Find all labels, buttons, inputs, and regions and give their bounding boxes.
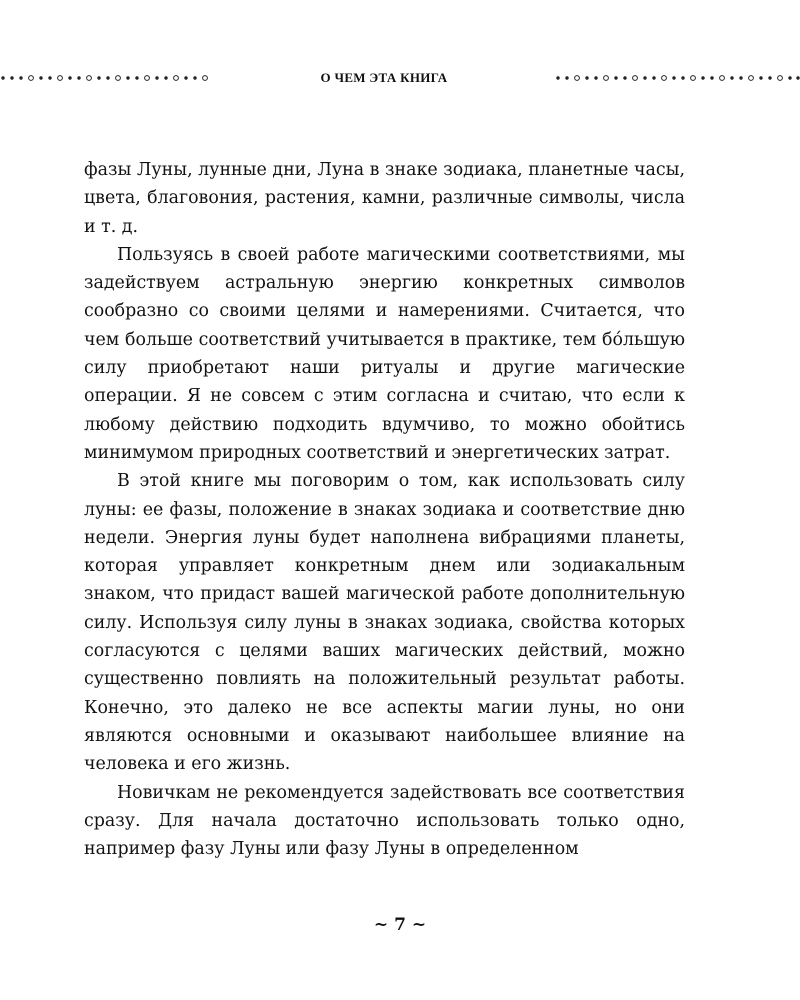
paragraph: Новичкам не рекомендуется задействовать все соответствия сразу. Для начала достаточно использовать только одно, например фазу Луны или фазу Луны в определенном [84,782,685,860]
paragraph: фазы Луны, лунные дни, Луна в знаке зодиака, планетные часы, цвета, благовония, растения, камни, различные символы, числа и т. д. [84,160,685,237]
paragraph: В этой книге мы поговорим о том, как использовать силу луны: ее фазы, положение в знаках зодиака и соответствие дню недели. Энергия луны будет наполнена вибрациями планеты, которая управляет конкретным днем или зодиакальным знаком, что придаст вашей магической работе дополнительную силу. Используя силу луны в знаках зодиака, свойства которых согласуются с целями ваших магических действий, можно существенно повлиять на положительный результат работы. Конечно, это далеко не все аспекты магии луны, но они являются основными и оказывают наибольшее влияние на человека и его жизнь. [84,471,685,775]
running-header [0,66,800,90]
running-head-title: О ЧЕМ ЭТА КНИГА [320,70,448,85]
dot-circle-ornament-icon [0,74,215,82]
body-text [84,156,685,863]
page-number: ~ 7 ~ [373,915,427,935]
paragraph: Пользуясь в своей работе магическими соответствиями, мы задействуем астральную энергию конкретных символов сообразно со своими целями и намерениями. Считается, что чем больше соответствий учитывается в практике, тем бóльшую силу приобретают наши ритуалы и другие магические операции. Я не совсем с этим согласна и считаю, что если к любому действию подходить вдумчиво, то можно обойтись минимумом природных соответствий и энергетических затрат. [84,244,685,463]
dot-circle-ornament-icon [553,74,800,82]
